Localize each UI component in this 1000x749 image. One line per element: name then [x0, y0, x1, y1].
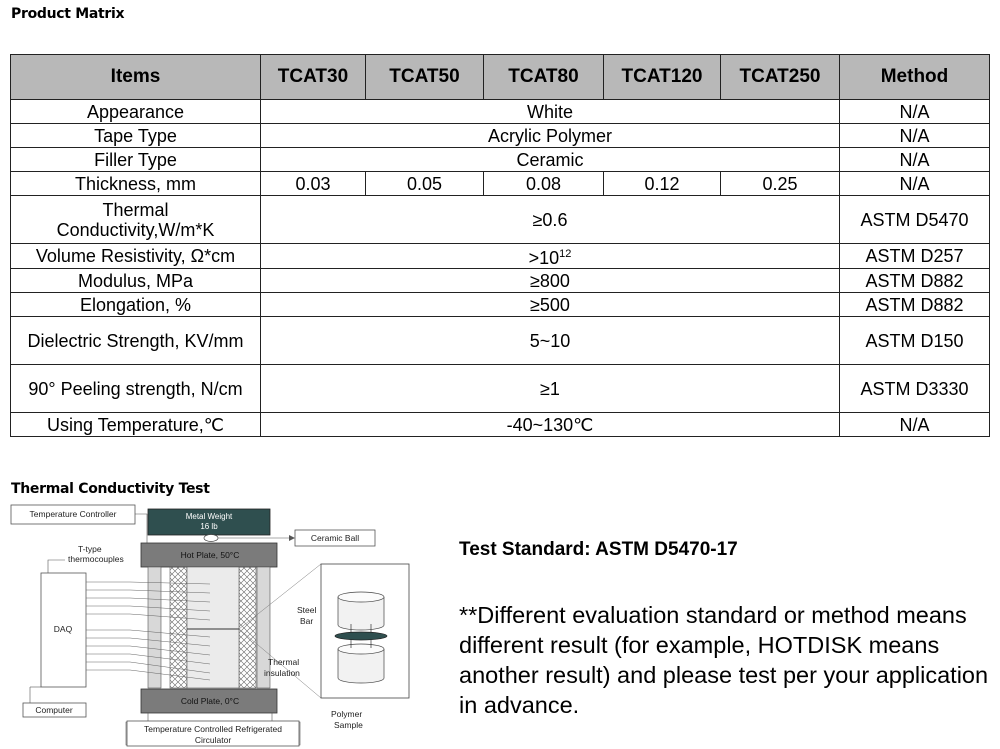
- hot-plate: [141, 543, 277, 567]
- metal-weight-mass: 16 lb: [200, 522, 218, 531]
- table-row: [11, 244, 990, 269]
- test-apparatus-diagram: [10, 502, 410, 749]
- table-row: [11, 293, 990, 317]
- product-matrix-table: [10, 54, 990, 437]
- circulator-label-line2: Circulator: [194, 735, 232, 745]
- ceramic-ball-label: Ceramic Ball: [310, 533, 360, 543]
- row-value-tcat120: 0.12: [604, 172, 721, 196]
- circulator-label-line1: Temperature Controlled Refrigerated: [144, 724, 282, 734]
- sample-inset: [321, 564, 409, 698]
- row-value: 5~10: [261, 317, 840, 365]
- header-items: Items: [11, 55, 261, 100]
- row-value-tcat250: 0.25: [721, 172, 840, 196]
- table-row: [11, 365, 990, 413]
- ceramic-ball-box: [295, 530, 375, 546]
- value-exponent: 12: [559, 248, 572, 260]
- daq-box: [41, 573, 86, 687]
- row-item-line2: Conductivity,W/m*K: [56, 219, 215, 240]
- test-standard: Test Standard: ASTM D5470-17: [459, 539, 738, 560]
- row-value-tcat80: 0.08: [484, 172, 604, 196]
- table-row: [11, 172, 990, 196]
- row-item: Dielectric Strength, KV/mm: [11, 317, 261, 365]
- steel-bar-label-2: Bar: [300, 616, 314, 626]
- table-row: [11, 100, 990, 124]
- row-method: N/A: [840, 124, 990, 148]
- thermal-insulation-label: Thermal: [268, 657, 300, 667]
- table-row: [11, 148, 990, 172]
- row-method: N/A: [840, 148, 990, 172]
- header-tcat80: TCAT80: [484, 55, 604, 100]
- row-item: [11, 196, 261, 244]
- row-value: ≥500: [261, 293, 840, 317]
- row-method: N/A: [840, 172, 990, 196]
- thermal-insulation-label-2: insulation: [264, 668, 300, 678]
- row-item: Elongation, %: [11, 293, 261, 317]
- cold-plate: [141, 689, 277, 713]
- table-row: [11, 196, 990, 244]
- table-row: [11, 269, 990, 293]
- insulation-right: [239, 567, 256, 688]
- row-value: Acrylic Polymer: [261, 124, 840, 148]
- cold-plate-label: Cold Plate, 0°C: [180, 696, 240, 706]
- row-value-tcat30: 0.03: [261, 172, 366, 196]
- row-item: Tape Type: [11, 124, 261, 148]
- row-method: N/A: [840, 100, 990, 124]
- steel-bar-label: Steel: [297, 605, 317, 615]
- steel-bar-assembly: [187, 567, 239, 688]
- table-row: [11, 413, 990, 437]
- row-item: Thickness, mm: [11, 172, 261, 196]
- circulator-box: [127, 721, 299, 746]
- daq-label: DAQ: [53, 624, 73, 634]
- t-type-label: T-type: [78, 544, 102, 554]
- row-method: ASTM D150: [840, 317, 990, 365]
- row-item: Filler Type: [11, 148, 261, 172]
- table-row: [11, 124, 990, 148]
- metal-weight: [148, 509, 270, 535]
- table-row: [11, 317, 990, 365]
- row-value-tcat50: 0.05: [366, 172, 484, 196]
- row-method: ASTM D3330: [840, 365, 990, 413]
- header-tcat250: TCAT250: [721, 55, 840, 100]
- row-value: White: [261, 100, 840, 124]
- table-header-row: [11, 55, 990, 100]
- row-method: ASTM D882: [840, 269, 990, 293]
- header-tcat30: TCAT30: [261, 55, 366, 100]
- thermal-test-heading: Thermal Conductivity Test: [11, 481, 210, 497]
- computer-label: Computer: [35, 705, 73, 715]
- row-item: 90° Peeling strength, N/cm: [11, 365, 261, 413]
- row-item: Modulus, MPa: [11, 269, 261, 293]
- product-matrix-heading: Product Matrix: [11, 6, 125, 22]
- header-tcat120: TCAT120: [604, 55, 721, 100]
- evaluation-note: **Different evaluation standard or method means different result (for example, HOTDISK means another result) and please test per your application in advance.: [459, 602, 989, 718]
- row-method: N/A: [840, 413, 990, 437]
- ceramic-ball-shape: [204, 535, 218, 542]
- row-value: -40~130℃: [261, 413, 840, 437]
- temperature-controller-label: Temperature Controller: [29, 509, 117, 519]
- metal-weight-label: Metal Weight: [185, 512, 233, 521]
- thermocouples-label: thermocouples: [68, 554, 124, 564]
- row-item: Using Temperature,℃: [11, 413, 261, 437]
- row-item: Appearance: [11, 100, 261, 124]
- row-method: ASTM D882: [840, 293, 990, 317]
- insulation-left: [170, 567, 187, 688]
- value-base: >10: [528, 248, 560, 268]
- row-method: ASTM D257: [840, 244, 990, 269]
- polymer-sample-label: Polymer: [331, 709, 363, 719]
- computer-box: [23, 703, 86, 717]
- row-method: ASTM D5470: [840, 196, 990, 244]
- hot-plate-label: Hot Plate, 50°C: [180, 550, 240, 560]
- row-value: ≥800: [261, 269, 840, 293]
- temperature-controller-box: [11, 505, 135, 524]
- row-value: [261, 244, 840, 269]
- row-value: Ceramic: [261, 148, 840, 172]
- polymer-sample-label-2: Sample: [334, 720, 363, 730]
- row-value: ≥1: [261, 365, 840, 413]
- row-item: Volume Resistivity, Ω*cm: [11, 244, 261, 269]
- header-tcat50: TCAT50: [366, 55, 484, 100]
- row-value: ≥0.6: [261, 196, 840, 244]
- row-item-line1: Thermal: [102, 199, 169, 220]
- header-method: Method: [840, 55, 990, 100]
